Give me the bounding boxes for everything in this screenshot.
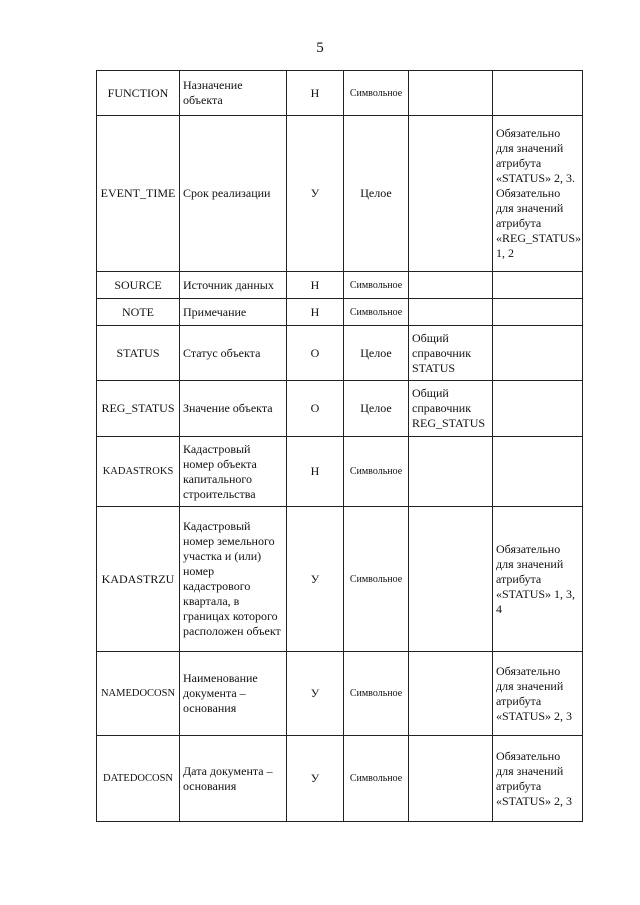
attribute-type: Целое <box>344 116 409 272</box>
attribute-type: Символьное <box>344 507 409 652</box>
attribute-reference <box>409 652 493 736</box>
attribute-requirement: У <box>287 736 344 822</box>
attribute-code: DATEDOCOSN <box>97 736 180 822</box>
attribute-code: NAMEDOCOSN <box>97 652 180 736</box>
attribute-name: Назначение объекта <box>180 71 287 116</box>
attribute-type: Символьное <box>344 736 409 822</box>
attribute-type: Целое <box>344 381 409 437</box>
attribute-code: KADASTRZU <box>97 507 180 652</box>
attribute-table <box>96 70 583 822</box>
table-row <box>97 381 583 437</box>
attribute-note: Обязательно для значений атрибута «STATUS» 2, 3 <box>493 652 583 736</box>
table-row <box>97 507 583 652</box>
attribute-requirement: У <box>287 507 344 652</box>
attribute-requirement: У <box>287 116 344 272</box>
attribute-note <box>493 299 583 326</box>
attribute-note <box>493 326 583 381</box>
attribute-code: NOTE <box>97 299 180 326</box>
attribute-requirement: Н <box>287 272 344 299</box>
table-row <box>97 326 583 381</box>
attribute-requirement: Н <box>287 71 344 116</box>
attribute-note: Обязательно для значений атрибута «STATUS» 2, 3 <box>493 736 583 822</box>
attribute-type: Символьное <box>344 437 409 507</box>
page-number: 5 <box>316 40 324 56</box>
attribute-type: Символьное <box>344 272 409 299</box>
attribute-reference <box>409 437 493 507</box>
attribute-name: Наименование документа – основания <box>180 652 287 736</box>
table-row <box>97 652 583 736</box>
attribute-note: Обязательно для значений атрибута «STATUS» 1, 3, 4 <box>493 507 583 652</box>
attribute-requirement: У <box>287 652 344 736</box>
attribute-requirement: О <box>287 381 344 437</box>
attribute-reference <box>409 272 493 299</box>
table-row <box>97 299 583 326</box>
attribute-name: Статус объекта <box>180 326 287 381</box>
table-row <box>97 736 583 822</box>
attribute-name: Срок реализации <box>180 116 287 272</box>
attribute-type: Символьное <box>344 71 409 116</box>
attribute-type: Целое <box>344 326 409 381</box>
attribute-reference: Общий справочник REG_STATUS <box>409 381 493 437</box>
attribute-name: Источник данных <box>180 272 287 299</box>
attribute-requirement: О <box>287 326 344 381</box>
attribute-type: Символьное <box>344 299 409 326</box>
table-row <box>97 71 583 116</box>
attribute-reference: Общий справочник STATUS <box>409 326 493 381</box>
attribute-code: SOURCE <box>97 272 180 299</box>
attribute-name: Кадастровый номер объекта капитального строительства <box>180 437 287 507</box>
table-row <box>97 272 583 299</box>
attribute-note <box>493 437 583 507</box>
attribute-note: Обязательно для значений атрибута «STATUS» 2, 3. Обязательно для значений атрибута «REG_STATUS» 1, 2 <box>493 116 583 272</box>
attribute-reference <box>409 71 493 116</box>
attribute-reference <box>409 116 493 272</box>
attribute-reference <box>409 507 493 652</box>
attribute-code: FUNCTION <box>97 71 180 116</box>
attribute-name: Примечание <box>180 299 287 326</box>
attribute-code: EVENT_TIME <box>97 116 180 272</box>
attribute-requirement: Н <box>287 299 344 326</box>
attribute-name: Кадастровый номер земельного участка и (или) номер кадастрового квартала, в границах которого расположен объект <box>180 507 287 652</box>
attribute-note <box>493 381 583 437</box>
attribute-reference <box>409 299 493 326</box>
attribute-note <box>493 272 583 299</box>
attribute-name: Дата документа – основания <box>180 736 287 822</box>
attribute-note <box>493 71 583 116</box>
attribute-type: Символьное <box>344 652 409 736</box>
attribute-code: REG_STATUS <box>97 381 180 437</box>
attribute-name: Значение объекта <box>180 381 287 437</box>
attribute-code: STATUS <box>97 326 180 381</box>
attribute-code: KADASTROKS <box>97 437 180 507</box>
table-row <box>97 116 583 272</box>
table-row <box>97 437 583 507</box>
attribute-reference <box>409 736 493 822</box>
attribute-requirement: Н <box>287 437 344 507</box>
